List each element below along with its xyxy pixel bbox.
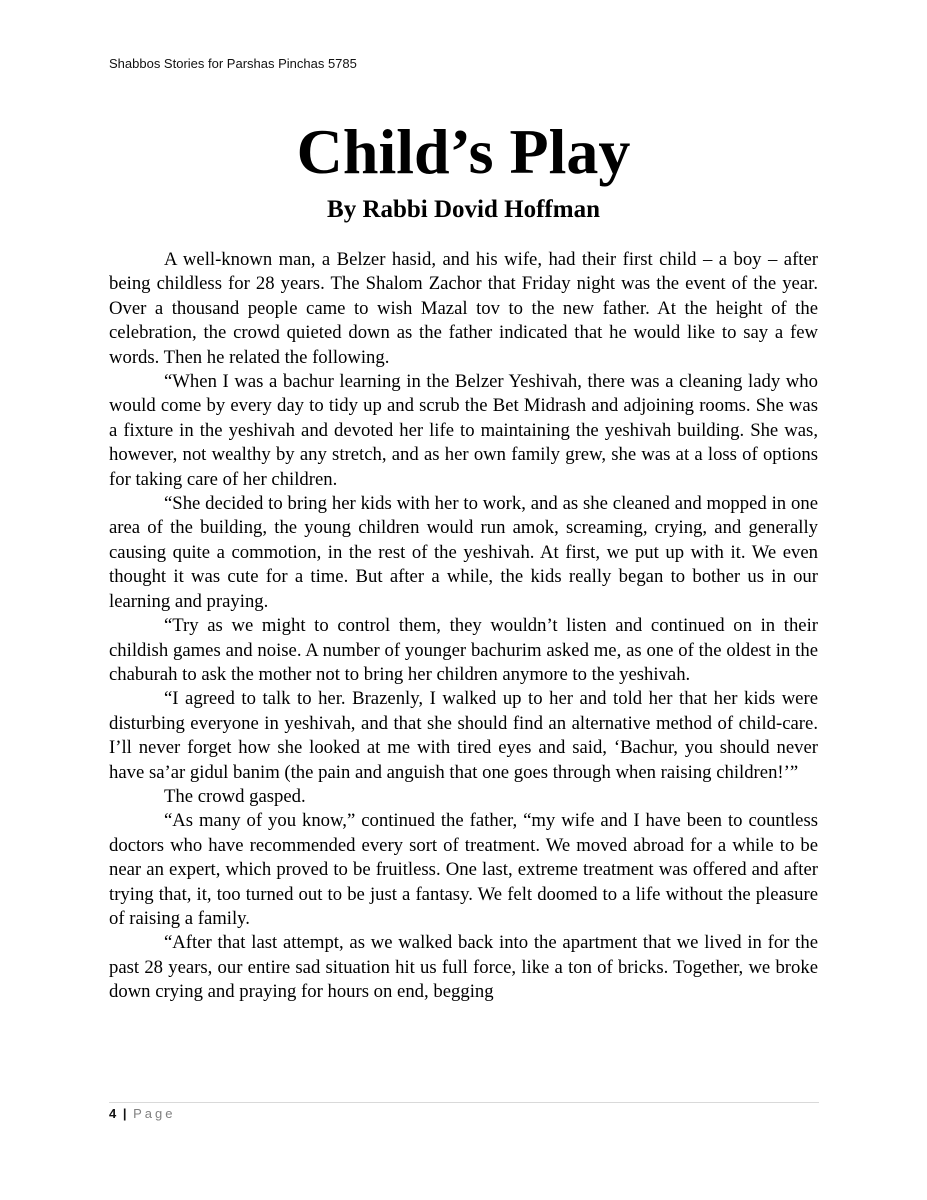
article-body: [109, 248, 818, 1005]
page-footer: [109, 1106, 176, 1121]
footer-divider: [109, 1102, 819, 1103]
paragraph: “I agreed to talk to her. Brazenly, I walked up to her and told her that her kids were disturbing everyone in yeshivah, and that she should find an alternative method of child-care. I’ll never forget how she looked at me with tired eyes and said, ‘Bachur, you should never have sa’ar gidul banim (the pain and anguish that one goes through when raising children!’”: [109, 688, 818, 783]
paragraph: A well-known man, a Belzer hasid, and his wife, had their first child – a boy – after being childless for 28 years. The Shalom Zachor that Friday night was the event of the year. Over a thousand people came to wish Mazal tov to the new father. At the height of the celebration, the crowd quieted down as the father indicated that he would like to say a few words. Then he related the following.: [109, 249, 818, 368]
running-header: Shabbos Stories for Parshas Pinchas 5785: [109, 56, 357, 71]
paragraph: “Try as we might to control them, they wouldn’t listen and continued on in their childish games and noise. A number of younger bachurim asked me, as one of the oldest in the chaburah to ask the mother not to bring her children anymore to the yeshivah.: [109, 615, 818, 685]
page-label: Page: [133, 1106, 176, 1121]
article-byline: By Rabbi Dovid Hoffman: [327, 196, 600, 223]
paragraph: “She decided to bring her kids with her to work, and as she cleaned and mopped in one area of the building, the young children would run amok, screaming, crying, and generally causing quite a commotion, in the rest of the yeshivah. At first, we put up with it. We even thought it was cute for a time. But after a while, the kids really began to bother us in our learning and praying.: [109, 493, 818, 612]
footer-separator: |: [122, 1106, 127, 1121]
paragraph: The crowd gasped.: [164, 785, 306, 807]
paragraph: “When I was a bachur learning in the Belzer Yeshivah, there was a cleaning lady who would come by every day to tidy up and scrub the Bet Midrash and adjoining rooms. She was a fixture in the yeshivah and devoted her life to maintaining the yeshivah building. She was, however, not wealthy by any stretch, and as her own family grew, she was at a loss of options for taking care of her children.: [109, 371, 818, 490]
article-title: Child’s Play: [296, 116, 631, 187]
paragraph: “After that last attempt, as we walked back into the apartment that we lived in for the past 28 years, our entire sad situation hit us full force, like a ton of bricks. Together, we broke down crying and praying for hours on end, begging: [109, 932, 818, 1003]
page-number: 4: [109, 1106, 117, 1121]
paragraph: “As many of you know,” continued the father, “my wife and I have been to countless doctors who have recommended every sort of treatment. We moved abroad for a while to be near an expert, which proved to be fruitless. One last, extreme treatment was offered and after trying that, it, too turned out to be just a fantasy. We felt doomed to a life without the pleasure of raising a family.: [109, 810, 818, 929]
